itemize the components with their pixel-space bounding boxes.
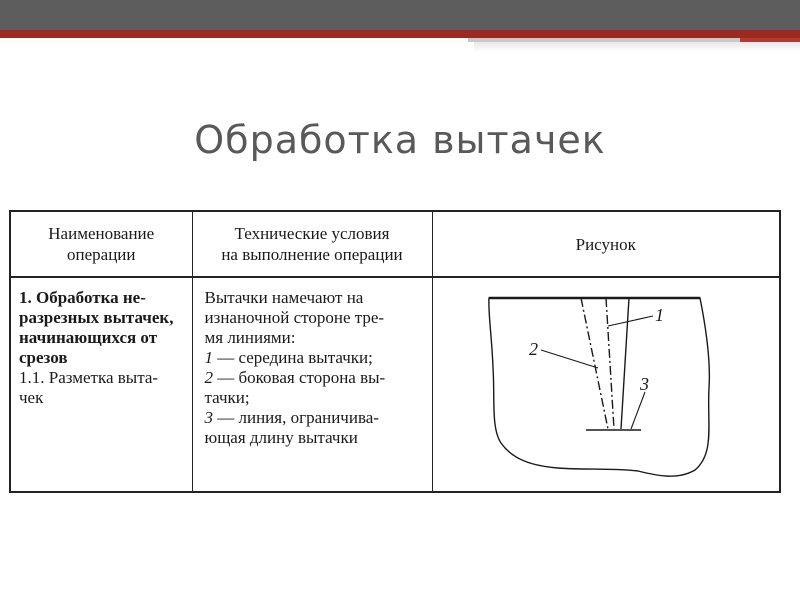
operation-name-cell xyxy=(10,277,192,492)
operations-table xyxy=(9,210,781,493)
table-header-row xyxy=(10,211,780,277)
table-row xyxy=(10,277,780,492)
header-technical-conditions: Технические условия на выполнение операции xyxy=(192,211,432,277)
figure-label-1: 1 xyxy=(654,305,664,325)
top-accent-red xyxy=(740,38,800,42)
conditions-cell: Вытачки намечают на изнаночной стороне тре- мя линиями: 1 — середина вытачки; 2 — боковая сторона вы- тачки; 3 — линия, ограничива- ющая длину вытачки xyxy=(192,277,432,492)
leader-line-2 xyxy=(541,350,598,368)
leader-line-3 xyxy=(631,392,645,429)
operation-title: 1. Обработка не- разрезных вытачек, начинающихся от срезов xyxy=(19,288,174,367)
top-banner-red-stripe xyxy=(0,30,800,38)
dart-marking-diagram xyxy=(433,278,777,491)
header-operation-name: Наименование операции xyxy=(10,211,192,277)
figure-label-2: 2 xyxy=(528,339,538,359)
figure-label-3: 3 xyxy=(639,374,649,394)
figure-cell xyxy=(432,277,780,492)
leader-line-1 xyxy=(608,316,653,326)
dart-center-line xyxy=(606,298,614,429)
slide-title: Обработка вытачек xyxy=(194,118,606,162)
top-banner xyxy=(0,0,800,30)
condition-item-2-cont: тачки; xyxy=(204,388,250,407)
top-accent-shadow xyxy=(474,42,800,52)
header-figure: Рисунок xyxy=(432,211,780,277)
operation-subtitle: 1.1. Разметка выта- чек xyxy=(19,368,159,407)
condition-item-3-cont: ющая длину вытачки xyxy=(204,428,358,447)
condition-item-3: 3 — линия, ограничива- xyxy=(204,408,379,427)
dart-side-line-right xyxy=(621,298,629,429)
condition-item-1: 1 — середина вытачки; xyxy=(204,348,373,367)
condition-item-2: 2 — боковая сторона вы- xyxy=(204,368,386,387)
